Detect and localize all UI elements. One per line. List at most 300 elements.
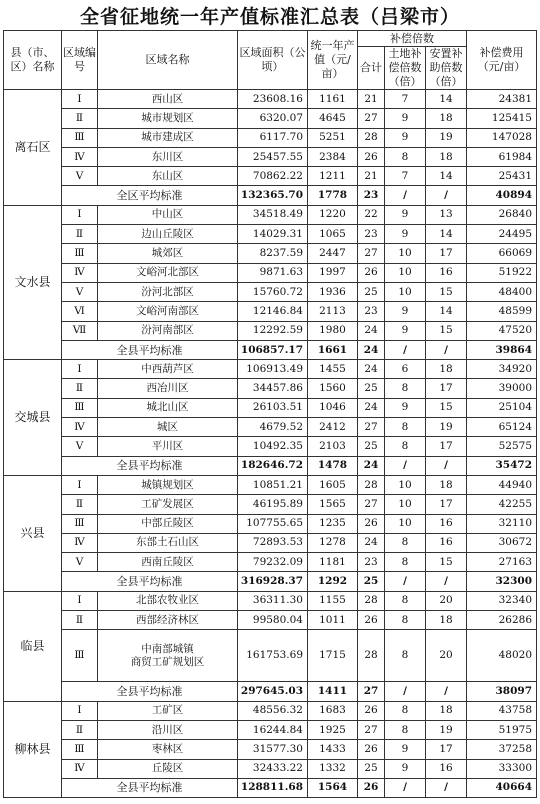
multiplier-total: 25 (358, 759, 385, 778)
zone-name: 西冶川区 (98, 379, 238, 398)
compensation-fee: 25431 (467, 167, 537, 186)
zone-name: 中山区 (98, 205, 238, 224)
zone-name: 城市规划区 (98, 109, 238, 128)
resettle-multiplier: 13 (426, 205, 467, 224)
zone-area: 8237.59 (238, 244, 308, 263)
output-value: 1211 (308, 167, 358, 186)
zone-code: Ⅰ (62, 360, 98, 379)
multiplier-total: 25 (358, 379, 385, 398)
multiplier-total: 23 (358, 553, 385, 572)
zone-code: Ⅱ (62, 225, 98, 244)
average-area: 297645.03 (238, 682, 308, 701)
zone-name: 城镇规划区 (98, 475, 238, 494)
zone-name: 工矿发展区 (98, 495, 238, 514)
compensation-fee: 65124 (467, 418, 537, 437)
compensation-fee: 25104 (467, 398, 537, 417)
zone-name: 沿川区 (98, 720, 238, 739)
compensation-fee: 33300 (467, 759, 537, 778)
zone-code: Ⅰ (62, 90, 98, 109)
land-multiplier: 7 (385, 167, 426, 186)
zone-area: 16244.84 (238, 720, 308, 739)
table-row (4, 167, 537, 186)
average-label: 全县平均标准 (62, 778, 238, 797)
compensation-fee: 48599 (467, 302, 537, 321)
average-label: 全县平均标准 (62, 572, 238, 591)
multiplier-total: 26 (358, 514, 385, 533)
compensation-fee: 32110 (467, 514, 537, 533)
zone-name: 城市建成区 (98, 128, 238, 147)
compensation-fee: 39000 (467, 379, 537, 398)
average-resettle-multiplier: / (426, 340, 467, 359)
average-multiplier-total: 24 (358, 456, 385, 475)
resettle-multiplier: 17 (426, 379, 467, 398)
table-row (4, 475, 537, 494)
output-value: 1936 (308, 282, 358, 301)
land-multiplier: 8 (385, 591, 426, 610)
multiplier-total: 24 (358, 533, 385, 552)
table-row (4, 109, 537, 128)
zone-name: 汾河南部区 (98, 321, 238, 340)
resettle-multiplier: 15 (426, 553, 467, 572)
compensation-fee: 44940 (467, 475, 537, 494)
output-value: 1605 (308, 475, 358, 494)
zone-code: Ⅴ (62, 167, 98, 186)
land-multiplier: 9 (385, 109, 426, 128)
zone-code: Ⅱ (62, 611, 98, 630)
average-land-multiplier: / (385, 682, 426, 701)
average-compensation-fee: 38097 (467, 682, 537, 701)
resettle-multiplier: 18 (426, 147, 467, 166)
land-multiplier: 9 (385, 128, 426, 147)
average-output-value: 1778 (308, 186, 358, 205)
resettle-multiplier: 18 (426, 475, 467, 494)
output-value: 1433 (308, 740, 358, 759)
header-code: 区域编号 (62, 31, 98, 90)
resettle-multiplier: 15 (426, 398, 467, 417)
zone-area: 6320.07 (238, 109, 308, 128)
table-row (4, 720, 537, 739)
compensation-fee: 32340 (467, 591, 537, 610)
average-row (4, 340, 537, 359)
zone-area: 48556.32 (238, 701, 308, 720)
table-row (4, 740, 537, 759)
zone-name: 东部土石山区 (98, 533, 238, 552)
zone-code: Ⅱ (62, 495, 98, 514)
zone-code: Ⅳ (62, 418, 98, 437)
zone-area: 107755.65 (238, 514, 308, 533)
table-row (4, 282, 537, 301)
zone-area: 12146.84 (238, 302, 308, 321)
header-output-value: 统一年产值（元/亩） (308, 31, 358, 90)
average-output-value: 1411 (308, 682, 358, 701)
zone-name: 丘陵区 (98, 759, 238, 778)
zone-code: Ⅴ (62, 282, 98, 301)
zone-code: Ⅵ (62, 302, 98, 321)
multiplier-total: 27 (358, 495, 385, 514)
resettle-multiplier: 17 (426, 495, 467, 514)
multiplier-total: 26 (358, 701, 385, 720)
output-value: 1455 (308, 360, 358, 379)
output-value: 1235 (308, 514, 358, 533)
zone-area: 79232.09 (238, 553, 308, 572)
multiplier-total: 27 (358, 244, 385, 263)
multiplier-total: 26 (358, 263, 385, 282)
resettle-multiplier: 18 (426, 360, 467, 379)
zone-name: 西部经济林区 (98, 611, 238, 630)
header-multiplier-group: 补偿倍数 (358, 31, 467, 47)
header-resettle: 安置补助倍数（倍） (426, 47, 467, 90)
multiplier-total: 26 (358, 611, 385, 630)
county-name: 兴县 (4, 475, 62, 591)
resettle-multiplier: 19 (426, 128, 467, 147)
average-row (4, 778, 537, 797)
average-label: 全区平均标准 (62, 186, 238, 205)
average-area: 132365.70 (238, 186, 308, 205)
header-fee: 补偿费用（元/亩） (467, 31, 537, 90)
table-row (4, 205, 537, 224)
compensation-fee: 61984 (467, 147, 537, 166)
multiplier-total: 23 (358, 302, 385, 321)
zone-name: 边山丘陵区 (98, 225, 238, 244)
table-row (4, 759, 537, 778)
zone-area: 46195.89 (238, 495, 308, 514)
zone-code: Ⅲ (62, 128, 98, 147)
zone-area: 12292.59 (238, 321, 308, 340)
average-resettle-multiplier: / (426, 682, 467, 701)
multiplier-total: 24 (358, 321, 385, 340)
output-value: 1181 (308, 553, 358, 572)
zone-code: Ⅲ (62, 740, 98, 759)
land-multiplier: 9 (385, 302, 426, 321)
county-name: 离石区 (4, 90, 62, 206)
resettle-multiplier: 16 (426, 759, 467, 778)
zone-code: Ⅱ (62, 720, 98, 739)
average-resettle-multiplier: / (426, 456, 467, 475)
table-row (4, 90, 537, 109)
county-name: 柳林县 (4, 701, 62, 797)
average-compensation-fee: 35472 (467, 456, 537, 475)
table-row (4, 553, 537, 572)
resettle-multiplier: 17 (426, 740, 467, 759)
resettle-multiplier: 20 (426, 630, 467, 682)
zone-name: 东川区 (98, 147, 238, 166)
land-multiplier: 8 (385, 701, 426, 720)
resettle-multiplier: 14 (426, 167, 467, 186)
zone-code: Ⅴ (62, 437, 98, 456)
standards-table (3, 30, 537, 798)
output-value: 2412 (308, 418, 358, 437)
output-value: 1565 (308, 495, 358, 514)
zone-area: 106913.49 (238, 360, 308, 379)
header-land: 土地补偿倍数（倍） (385, 47, 426, 90)
resettle-multiplier: 18 (426, 611, 467, 630)
table-row (4, 379, 537, 398)
zone-code: Ⅴ (62, 553, 98, 572)
zone-code: Ⅱ (62, 379, 98, 398)
multiplier-total: 28 (358, 475, 385, 494)
table-row (4, 630, 537, 682)
resettle-multiplier: 18 (426, 701, 467, 720)
zone-name: 西南丘陵区 (98, 553, 238, 572)
land-multiplier: 8 (385, 147, 426, 166)
table-row (4, 263, 537, 282)
zone-area: 26103.51 (238, 398, 308, 417)
zone-area: 99580.04 (238, 611, 308, 630)
zone-name: 平川区 (98, 437, 238, 456)
multiplier-total: 28 (358, 591, 385, 610)
land-multiplier: 8 (385, 553, 426, 572)
output-value: 1046 (308, 398, 358, 417)
table-row (4, 360, 537, 379)
average-area: 106857.17 (238, 340, 308, 359)
output-value: 2113 (308, 302, 358, 321)
compensation-fee: 24381 (467, 90, 537, 109)
land-multiplier: 8 (385, 533, 426, 552)
table-row (4, 533, 537, 552)
output-value: 1278 (308, 533, 358, 552)
zone-name: 东山区 (98, 167, 238, 186)
header-total: 合计 (358, 47, 385, 90)
zone-code: Ⅶ (62, 321, 98, 340)
zone-code: Ⅰ (62, 701, 98, 720)
land-multiplier: 10 (385, 282, 426, 301)
average-multiplier-total: 24 (358, 340, 385, 359)
compensation-fee: 48020 (467, 630, 537, 682)
zone-name: 城北山区 (98, 398, 238, 417)
compensation-fee: 51975 (467, 720, 537, 739)
resettle-multiplier: 19 (426, 418, 467, 437)
compensation-fee: 42255 (467, 495, 537, 514)
multiplier-total: 24 (358, 360, 385, 379)
output-value: 1155 (308, 591, 358, 610)
table-row (4, 244, 537, 263)
compensation-fee: 125415 (467, 109, 537, 128)
zone-area: 4679.52 (238, 418, 308, 437)
output-value: 1925 (308, 720, 358, 739)
average-row (4, 682, 537, 701)
compensation-fee: 147028 (467, 128, 537, 147)
multiplier-total: 25 (358, 282, 385, 301)
average-output-value: 1478 (308, 456, 358, 475)
compensation-fee: 24495 (467, 225, 537, 244)
zone-area: 15760.72 (238, 282, 308, 301)
zone-name-line: 商贸工矿规划区 (130, 655, 205, 668)
header-county: 县（市、区）名称 (4, 31, 62, 90)
multiplier-total: 27 (358, 418, 385, 437)
compensation-fee: 47520 (467, 321, 537, 340)
zone-code: Ⅲ (62, 398, 98, 417)
resettle-multiplier: 15 (426, 282, 467, 301)
average-label: 全县平均标准 (62, 340, 238, 359)
zone-name: 文峪河南部区 (98, 302, 238, 321)
land-multiplier: 9 (385, 398, 426, 417)
table-row (4, 611, 537, 630)
compensation-fee: 52575 (467, 437, 537, 456)
multiplier-total: 26 (358, 740, 385, 759)
average-land-multiplier: / (385, 456, 426, 475)
zone-area: 14029.31 (238, 225, 308, 244)
average-area: 128811.68 (238, 778, 308, 797)
zone-name: 枣林区 (98, 740, 238, 759)
multiplier-total: 27 (358, 720, 385, 739)
zone-code: Ⅳ (62, 147, 98, 166)
output-value: 4645 (308, 109, 358, 128)
table-row (4, 302, 537, 321)
output-value: 1997 (308, 263, 358, 282)
zone-name: 城郊区 (98, 244, 238, 263)
land-multiplier: 8 (385, 418, 426, 437)
output-value: 1715 (308, 630, 358, 682)
table-row (4, 514, 537, 533)
land-multiplier: 6 (385, 360, 426, 379)
multiplier-total: 28 (358, 630, 385, 682)
multiplier-total: 27 (358, 109, 385, 128)
resettle-multiplier: 19 (426, 720, 467, 739)
average-multiplier-total: 25 (358, 572, 385, 591)
compensation-fee: 37258 (467, 740, 537, 759)
average-compensation-fee: 32300 (467, 572, 537, 591)
zone-area: 25457.55 (238, 147, 308, 166)
zone-name (98, 630, 238, 682)
average-multiplier-total: 23 (358, 186, 385, 205)
multiplier-total: 22 (358, 205, 385, 224)
zone-code: Ⅰ (62, 205, 98, 224)
multiplier-total: 26 (358, 147, 385, 166)
resettle-multiplier: 16 (426, 263, 467, 282)
land-multiplier: 7 (385, 90, 426, 109)
output-value: 2103 (308, 437, 358, 456)
zone-name: 汾河北部区 (98, 282, 238, 301)
zone-area: 6117.70 (238, 128, 308, 147)
multiplier-total: 25 (358, 437, 385, 456)
zone-name-line: 中南部城镇 (141, 642, 194, 655)
land-multiplier: 9 (385, 740, 426, 759)
output-value: 1980 (308, 321, 358, 340)
zone-code: Ⅳ (62, 263, 98, 282)
multiplier-total: 21 (358, 90, 385, 109)
county-name: 文水县 (4, 205, 62, 359)
output-value: 1560 (308, 379, 358, 398)
average-resettle-multiplier: / (426, 186, 467, 205)
average-compensation-fee: 40664 (467, 778, 537, 797)
table-row (4, 128, 537, 147)
land-multiplier: 10 (385, 514, 426, 533)
compensation-fee: 66069 (467, 244, 537, 263)
table-row (4, 418, 537, 437)
average-land-multiplier: / (385, 186, 426, 205)
compensation-fee: 27163 (467, 553, 537, 572)
zone-name: 中部丘陵区 (98, 514, 238, 533)
zone-area: 70862.22 (238, 167, 308, 186)
average-label: 全县平均标准 (62, 682, 238, 701)
average-multiplier-total: 26 (358, 778, 385, 797)
land-multiplier: 10 (385, 244, 426, 263)
output-value: 2447 (308, 244, 358, 263)
compensation-fee: 34920 (467, 360, 537, 379)
zone-name: 西山区 (98, 90, 238, 109)
output-value: 1332 (308, 759, 358, 778)
multiplier-total: 23 (358, 225, 385, 244)
compensation-fee: 51922 (467, 263, 537, 282)
resettle-multiplier: 15 (426, 321, 467, 340)
land-multiplier: 8 (385, 379, 426, 398)
average-compensation-fee: 39864 (467, 340, 537, 359)
multiplier-total: 24 (358, 398, 385, 417)
zone-code: Ⅲ (62, 244, 98, 263)
land-multiplier: 8 (385, 611, 426, 630)
average-row (4, 186, 537, 205)
compensation-fee: 26840 (467, 205, 537, 224)
average-land-multiplier: / (385, 340, 426, 359)
average-land-multiplier: / (385, 778, 426, 797)
zone-name: 工矿区 (98, 701, 238, 720)
average-label: 全县平均标准 (62, 456, 238, 475)
resettle-multiplier: 17 (426, 437, 467, 456)
land-multiplier: 8 (385, 437, 426, 456)
average-compensation-fee: 40894 (467, 186, 537, 205)
table-row (4, 701, 537, 720)
output-value: 5251 (308, 128, 358, 147)
resettle-multiplier: 18 (426, 109, 467, 128)
zone-area: 34518.49 (238, 205, 308, 224)
land-multiplier: 8 (385, 630, 426, 682)
county-name: 临县 (4, 591, 62, 701)
zone-area: 10492.35 (238, 437, 308, 456)
land-multiplier: 10 (385, 263, 426, 282)
zone-code: Ⅱ (62, 109, 98, 128)
average-resettle-multiplier: / (426, 778, 467, 797)
zone-area: 9871.63 (238, 263, 308, 282)
zone-area: 36311.30 (238, 591, 308, 610)
output-value: 1220 (308, 205, 358, 224)
table-row (4, 147, 537, 166)
average-land-multiplier: / (385, 572, 426, 591)
resettle-multiplier: 14 (426, 302, 467, 321)
average-resettle-multiplier: / (426, 572, 467, 591)
county-name: 交城县 (4, 360, 62, 476)
table-row (4, 591, 537, 610)
average-output-value: 1564 (308, 778, 358, 797)
zone-area: 161753.69 (238, 630, 308, 682)
average-area: 182646.72 (238, 456, 308, 475)
resettle-multiplier: 16 (426, 514, 467, 533)
multiplier-total: 21 (358, 167, 385, 186)
land-multiplier: 9 (385, 759, 426, 778)
compensation-fee: 30672 (467, 533, 537, 552)
land-multiplier: 9 (385, 321, 426, 340)
zone-code: Ⅳ (62, 759, 98, 778)
average-output-value: 1661 (308, 340, 358, 359)
resettle-multiplier: 17 (426, 244, 467, 263)
output-value: 1161 (308, 90, 358, 109)
resettle-multiplier: 14 (426, 90, 467, 109)
average-row (4, 456, 537, 475)
zone-name: 文峪河北部区 (98, 263, 238, 282)
zone-area: 34457.86 (238, 379, 308, 398)
header-area: 区域面积（公顷） (238, 31, 308, 90)
page-title: 全省征地统一年产值标准汇总表（吕梁市） (79, 6, 460, 28)
average-area: 316928.37 (238, 572, 308, 591)
zone-code: Ⅲ (62, 630, 98, 682)
zone-name: 城区 (98, 418, 238, 437)
zone-code: Ⅰ (62, 475, 98, 494)
zone-area: 32433.22 (238, 759, 308, 778)
table-row (4, 437, 537, 456)
table-row (4, 321, 537, 340)
zone-code: Ⅲ (62, 514, 98, 533)
multiplier-total: 28 (358, 128, 385, 147)
header-zone-name: 区域名称 (98, 31, 238, 90)
